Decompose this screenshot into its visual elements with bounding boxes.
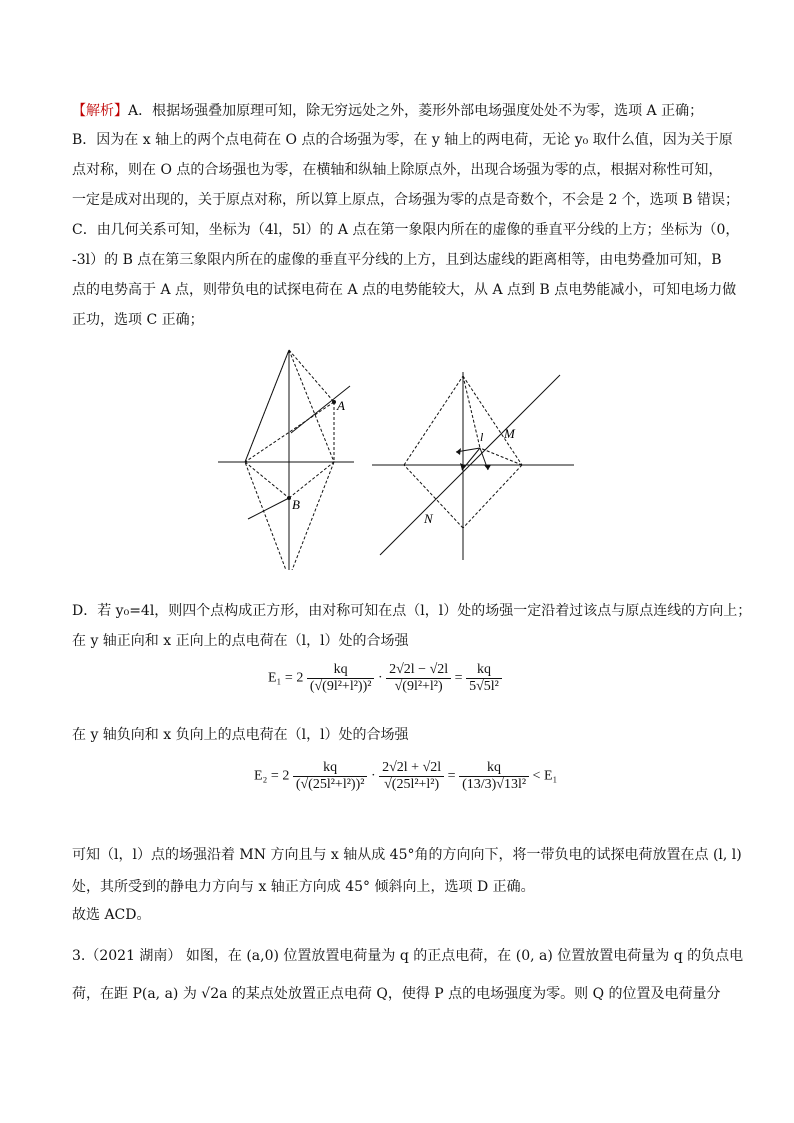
analysis-tag: 【解析】 [72, 103, 128, 119]
option-d-line-2: 在 y 轴正向和 x 正向上的点电荷在（l，l）处的合场强 [72, 633, 409, 649]
e2-equals: = [447, 768, 456, 784]
option-b-line-3: 一定是成对出现的，关于原点对称，所以算上原点，合场强为零的点是奇数个，不会是 2 个，选项 B 错误； [72, 192, 739, 208]
option-c-line-3: 点的电势高于 A 点，则带负电的试探电荷在 A 点的电势能较大，从 A 点到 B 点电势能减小，可知电场力做 [72, 282, 737, 298]
equation-e1 [268, 662, 502, 695]
rhombus-figures [0, 340, 794, 570]
conclusion-line-1: 可知（l，l）点的场强沿着 MN 方向且与 x 轴从成 45°角的方向向下，将一带负电的试探电荷放置在点 (l, l) [72, 847, 742, 863]
point-l-label: l [480, 430, 484, 444]
option-b-line-1: B．因为在 x 轴上的两个点电荷在 O 点的合场强为零，在 y 轴上的两电荷，无论 y₀ 取什么值，因为关于原 [72, 132, 733, 148]
option-d-line-1: D．若 y₀=4l，则四个点构成正方形，由对称可知在点（l，l）处的场强一定沿着过该点与原点连线的方向上； [72, 603, 752, 619]
question-3-line-2: 荷，在距 P(a, a) 为 √2a 的某点处放置正点电荷 Q，使得 P 点的电场强度为零。则 Q 的位置及电荷量分 [72, 986, 721, 1002]
option-a-paragraph [72, 102, 732, 120]
label-m: M [504, 426, 515, 441]
answer-line: 故选 ACD。 [72, 907, 151, 923]
question-3-line-1: 3.（2021 湖南） 如图，在 (a,0) 位置放置电荷量为 q 的正点电荷，在 (0, a) 位置放置电荷量为 q 的负点电 [72, 948, 744, 964]
e2-dot: · [370, 768, 376, 784]
e1-fraction-2: $\frac{2√2l - √2l}{\text{√(9l²+l²)}}$ [386, 662, 451, 695]
option-b-line-2: 点对称，则在 O 点的合场强也为零，在横轴和纵轴上除原点外，出现合场强为零的点，根据对称性可知， [72, 162, 723, 178]
e1-fraction-1: $\frac{kq}{\text{(√(9l²+l²))²}}$ [307, 662, 375, 695]
e2-fraction-2: $\frac{2√2l + √2l}{\text{√(25l²+l²)}}$ [379, 760, 444, 793]
e2-inequality: < E₁ [532, 768, 558, 784]
e2-fraction-3: $\frac{kq}{\text{(13/3)√13l²}}$ [459, 760, 529, 793]
option-d-line-3: 在 y 轴负向和 x 负向上的点电荷在（l，l）处的合场强 [72, 727, 409, 743]
option-c-line-1: C．由几何关系可知，坐标为（4l，5l）的 A 点在第一象限内所在的虚像的垂直平分线的上方；坐标为（0， [72, 222, 740, 238]
left-rhombus-figure [218, 350, 354, 570]
e1-dot: · [377, 670, 383, 686]
equation-e2 [254, 760, 557, 793]
option-a-text: A．根据场强叠加原理可知，除无穷远处之外，菱形外部电场强度处处不为零，选项 A 正确； [128, 103, 704, 119]
option-c-line-4: 正功，选项 C 正确； [72, 312, 204, 328]
e1-equals: = [454, 670, 463, 686]
conclusion-line-2: 处，其所受到的静电力方向与 x 轴正方向成 45° 倾斜向上，选项 D 正确。 [72, 879, 535, 895]
label-a: A [337, 398, 345, 413]
e2-lhs: E₂ = 2 [254, 768, 290, 784]
right-square-figure [372, 372, 574, 560]
option-c-line-2: -3l）的 B 点在第三象限内所在的虚像的垂直平分线的上方，且到达虚线的距离相等，由电势叠加可知，B [72, 252, 722, 268]
e1-lhs: E₁ = 2 [268, 670, 304, 686]
e2-fraction-1: $\frac{kq}{\text{(√(25l²+l²))²}}$ [293, 760, 368, 793]
label-n: N [424, 511, 433, 526]
e1-fraction-3: $\frac{kq}{\text{5√5l²}}$ [466, 662, 502, 695]
label-b: B [292, 497, 300, 512]
